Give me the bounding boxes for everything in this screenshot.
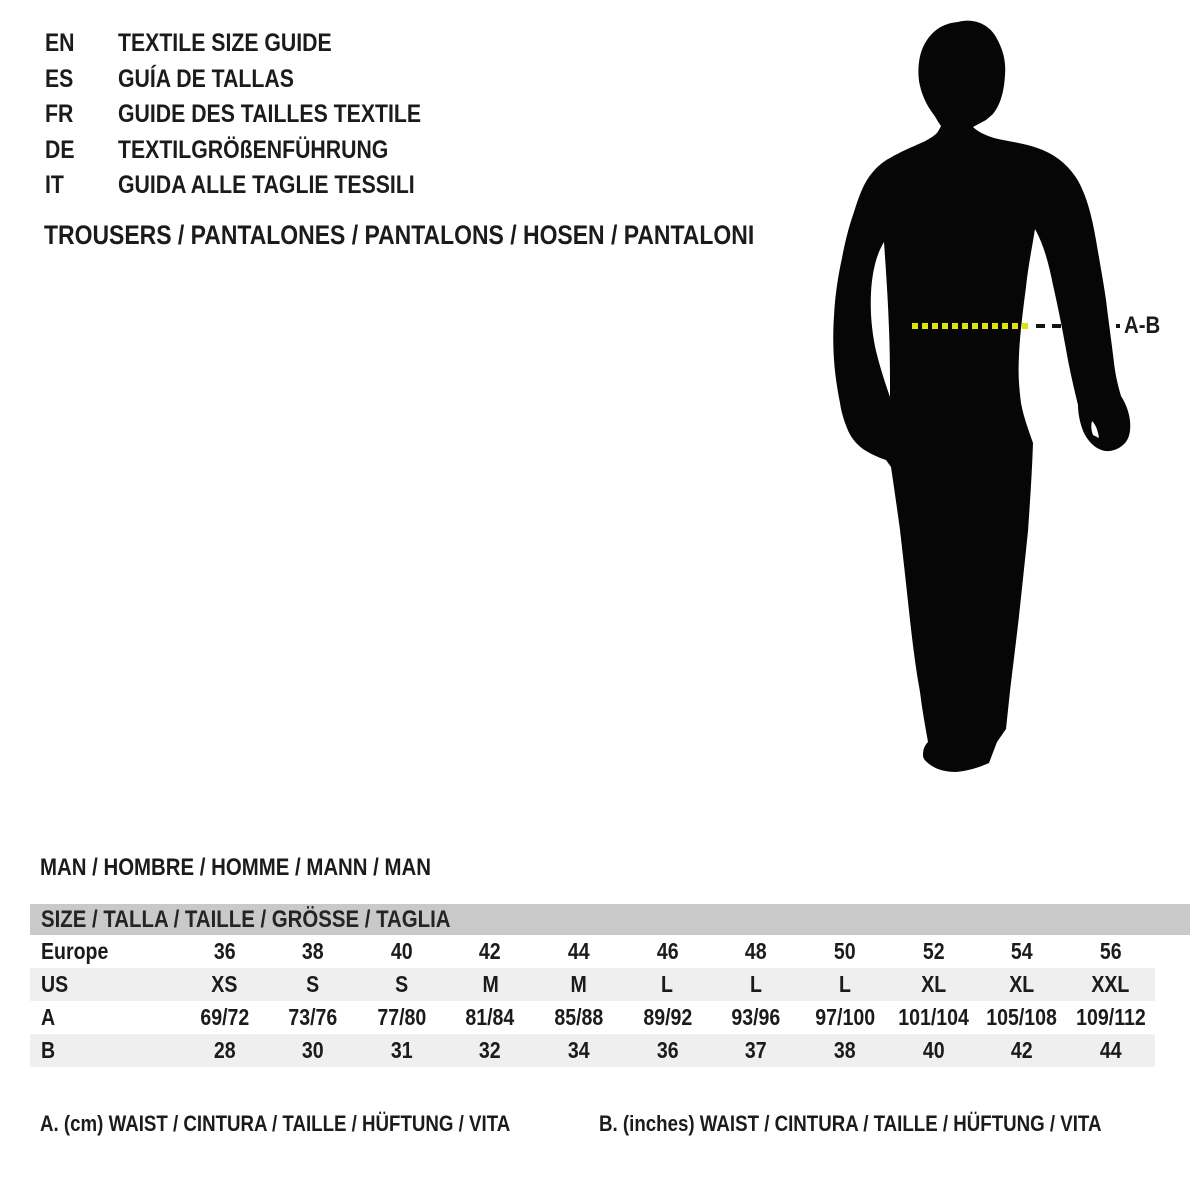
size-cell: XS	[211, 971, 238, 997]
note-a: A. (cm) WAIST / CINTURA / TAILLE / HÜFTUNG / VITA	[40, 1111, 511, 1136]
man-silhouette	[820, 15, 1140, 780]
size-cell: 44	[1099, 1037, 1122, 1063]
size-cell: 56	[1099, 938, 1122, 964]
size-cell: S	[306, 971, 320, 997]
size-cell: 101/104	[897, 1004, 969, 1030]
language-code: DE	[45, 135, 75, 164]
size-cell: XXL	[1091, 971, 1130, 997]
size-cell: 54	[1011, 938, 1033, 964]
size-cell: L	[750, 971, 763, 997]
size-cell: 77/80	[377, 1004, 427, 1030]
section-title: MAN / HOMBRE / HOMME / MANN / MAN	[40, 854, 431, 881]
size-cell: S	[395, 971, 409, 997]
size-cell: 34	[567, 1037, 590, 1063]
size-cell: 81/84	[465, 1004, 515, 1030]
table-row	[30, 1001, 1155, 1034]
size-cell: 93/96	[731, 1004, 781, 1030]
size-cell: 85/88	[554, 1004, 604, 1030]
size-cell: 42	[1011, 1037, 1033, 1063]
category-title: TROUSERS / PANTALONES / PANTALONS / HOSEN / PANTALONI	[44, 220, 755, 250]
language-title: TEXTILGRÖßENFÜHRUNG	[118, 135, 389, 164]
row-label: Europe	[41, 938, 109, 964]
size-cell: 105/108	[986, 1004, 1058, 1030]
size-table	[30, 904, 1190, 1067]
language-list	[45, 26, 475, 204]
size-cell: 37	[745, 1037, 767, 1063]
measure-label: A-B	[1124, 312, 1161, 339]
size-cell: 38	[302, 938, 324, 964]
size-cell: 30	[302, 1037, 324, 1063]
language-title: TEXTILE SIZE GUIDE	[118, 29, 332, 57]
size-cell: 48	[745, 938, 767, 964]
size-table-header-label: SIZE / TALLA / TAILLE / GRÖSSE / TAGLIA	[41, 905, 451, 933]
size-cell: 46	[656, 938, 679, 964]
language-code: ES	[45, 64, 74, 93]
size-cell: 40	[390, 938, 413, 964]
size-cell: L	[661, 971, 674, 997]
size-cell: 89/92	[642, 1004, 692, 1030]
table-row	[30, 968, 1155, 1001]
size-cell: 97/100	[814, 1004, 875, 1030]
language-title: GUÍA DE TALLAS	[118, 64, 294, 93]
row-label: A	[41, 1004, 56, 1030]
size-cell: XL	[920, 971, 946, 997]
table-row	[30, 935, 1155, 968]
measurement-notes	[40, 1108, 1191, 1141]
waist-measure-dotted-line	[912, 323, 1030, 329]
table-row	[30, 1034, 1155, 1067]
size-cell: 32	[479, 1037, 502, 1063]
language-code: FR	[45, 100, 74, 128]
size-table-header	[30, 904, 1190, 935]
language-title: GUIDE DES TAILLES TEXTILE	[118, 100, 422, 128]
size-cell: 109/112	[1075, 1004, 1146, 1030]
row-label: US	[41, 971, 69, 997]
size-cell: 38	[833, 1037, 856, 1063]
size-cell: 36	[656, 1037, 679, 1063]
size-cell: M	[482, 971, 499, 997]
size-cell: 42	[479, 938, 502, 964]
size-cell: L	[838, 971, 851, 997]
row-label: B	[41, 1037, 56, 1063]
size-cell: M	[570, 971, 587, 997]
language-code: IT	[45, 171, 64, 199]
size-cell: XL	[1009, 971, 1035, 997]
size-cell: 50	[833, 938, 856, 964]
size-table-grid	[30, 935, 1155, 1067]
size-cell: 31	[390, 1037, 413, 1063]
size-cell: 73/76	[288, 1004, 338, 1030]
size-table-body	[30, 935, 1155, 1067]
language-code: EN	[45, 29, 75, 57]
size-cell: 40	[922, 1037, 945, 1063]
size-cell: 69/72	[199, 1004, 249, 1030]
size-cell: 28	[213, 1037, 236, 1063]
size-cell: 36	[213, 938, 236, 964]
size-cell: 52	[922, 938, 945, 964]
size-cell: 44	[567, 938, 590, 964]
language-title: GUIDA ALLE TAGLIE TESSILI	[118, 171, 415, 199]
note-b: B. (inches) WAIST / CINTURA / TAILLE / HÜFTUNG / VITA	[599, 1111, 1102, 1136]
